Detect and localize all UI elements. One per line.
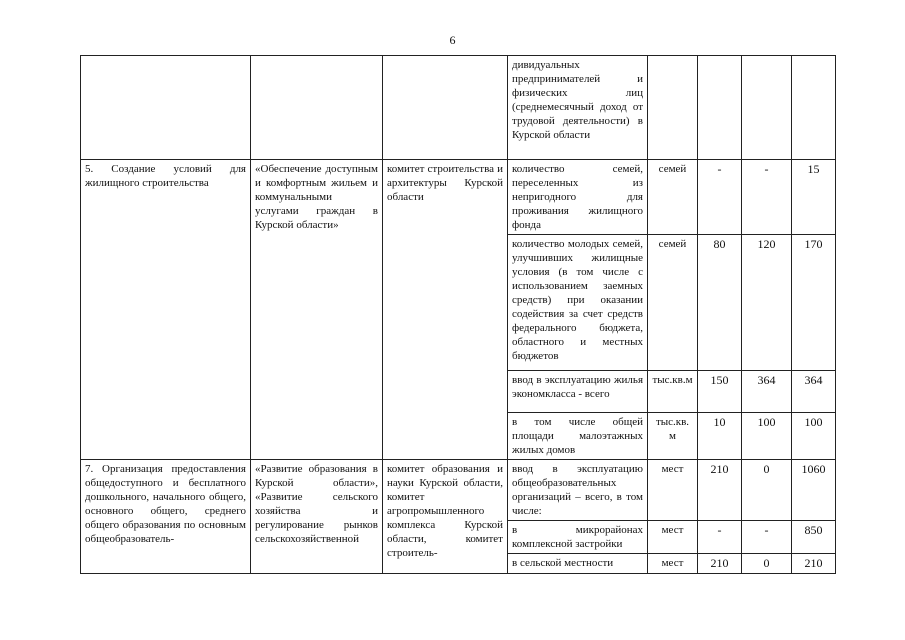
unit-cell: семей [648, 160, 698, 235]
value-cell: 210 [698, 554, 742, 574]
goal-cell: 7. Организация предоставления общедоступного и бесплатного дошкольного, начального общего, основного общего, среднего общего образования по основным общеобразователь- [81, 460, 251, 574]
value-cell: 150 [698, 371, 742, 413]
unit-cell: тыс.кв. м [648, 413, 698, 460]
unit-cell [648, 56, 698, 160]
value-cell: 100 [792, 413, 836, 460]
value-cell: - [742, 521, 792, 554]
value-cell: 1060 [792, 460, 836, 521]
indicator-cell: в микрорайонах комплексной застройки [508, 521, 648, 554]
unit-cell: семей [648, 235, 698, 371]
indicator-cell: количество молодых семей, улучшивших жилищные условия (в том числе с использованием заемных средств) при оказании содействия за счет средств федерального бюджета, областного и местных бюджетов [508, 235, 648, 371]
program-cell: «Обеспечение доступным и комфортным жильем и коммунальными услугами граждан в Курской области» [251, 160, 383, 460]
goal-cell [81, 56, 251, 160]
indicator-cell: ввод в эксплуатацию общеобразовательных организаций – всего, в том числе: [508, 460, 648, 521]
value-cell: 210 [698, 460, 742, 521]
value-cell [698, 56, 742, 160]
indicator-cell: количество семей, переселенных из непригодного для проживания жилищного фонда [508, 160, 648, 235]
value-cell: - [742, 160, 792, 235]
program-cell [251, 56, 383, 160]
value-cell: 0 [742, 554, 792, 574]
value-cell [742, 56, 792, 160]
value-cell: - [698, 160, 742, 235]
value-cell: 100 [742, 413, 792, 460]
indicator-cell: в том числе общей площади малоэтажных жилых домов [508, 413, 648, 460]
executor-cell: комитет образования и науки Курской области, комитет агропромышленного комплекса Курской области, комитет строитель- [383, 460, 508, 574]
executor-cell: комитет строительства и архитектуры Курской области [383, 160, 508, 460]
unit-cell: мест [648, 460, 698, 521]
page-number: 6 [449, 33, 456, 47]
table-row [81, 160, 836, 235]
indicators-table [80, 55, 836, 574]
unit-cell: мест [648, 521, 698, 554]
value-cell: 120 [742, 235, 792, 371]
program-cell: «Развитие образования в Курской области», «Развитие сельского хозяйства и регулирование рынков сельскохозяйственной [251, 460, 383, 574]
value-cell: 850 [792, 521, 836, 554]
indicator-cell: в сельской местности [508, 554, 648, 574]
value-cell: 364 [792, 371, 836, 413]
value-cell [792, 56, 836, 160]
value-cell: 0 [742, 460, 792, 521]
value-cell: 80 [698, 235, 742, 371]
goal-cell: 5. Создание условий для жилищного строительства [81, 160, 251, 460]
value-cell: - [698, 521, 742, 554]
table-row [81, 460, 836, 521]
indicator-cell: дивидуальных предпринимателей и физических лиц (среднемесячный доход от трудовой деятельности) в Курской области [508, 56, 648, 160]
unit-cell: тыс.кв.м [648, 371, 698, 413]
value-cell: 170 [792, 235, 836, 371]
indicator-cell: ввод в эксплуатацию жилья экономкласса - всего [508, 371, 648, 413]
unit-cell: мест [648, 554, 698, 574]
executor-cell [383, 56, 508, 160]
value-cell: 364 [742, 371, 792, 413]
value-cell: 10 [698, 413, 742, 460]
value-cell: 15 [792, 160, 836, 235]
value-cell: 210 [792, 554, 836, 574]
table-row [81, 56, 836, 160]
